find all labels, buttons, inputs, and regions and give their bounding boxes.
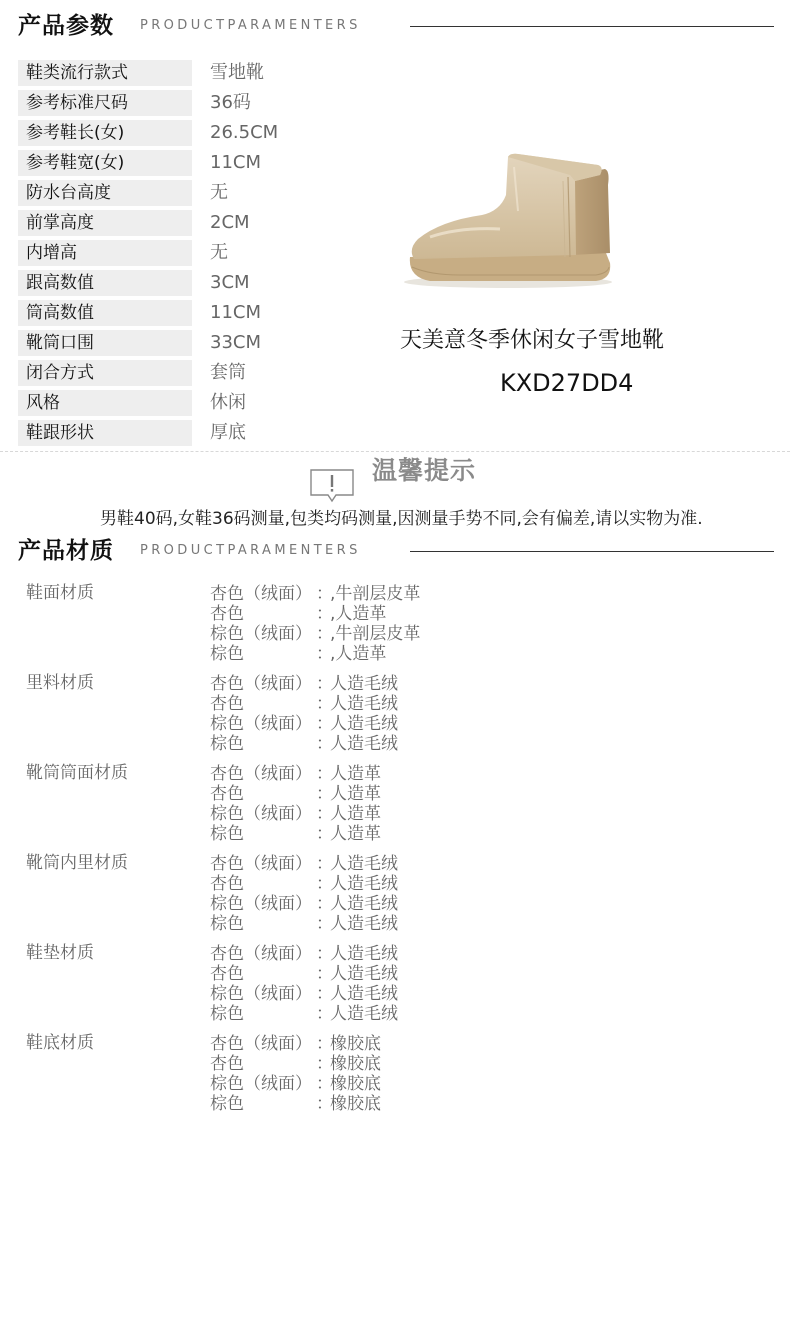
- material-line: [210, 584, 420, 604]
- param-label: 闭合方式: [18, 360, 192, 386]
- material-line: [210, 734, 398, 754]
- material-group: [26, 762, 726, 852]
- params-row: [18, 60, 398, 90]
- param-label: 参考鞋宽(女): [18, 150, 192, 176]
- material-colon: ：: [316, 604, 333, 624]
- material-group: [26, 852, 726, 942]
- material-color: 棕色: [210, 644, 244, 664]
- material-color: 杏色: [210, 964, 244, 984]
- material-colon: ：: [316, 964, 333, 984]
- material-value: 橡胶底: [330, 1074, 381, 1094]
- params-row: [18, 330, 398, 360]
- material-line: [210, 714, 398, 734]
- material-colon: ：: [316, 1094, 333, 1114]
- material-line: [210, 764, 381, 784]
- material-value: 人造毛绒: [330, 674, 398, 694]
- material-color: 杏色: [210, 1054, 244, 1074]
- material-line: [210, 1054, 381, 1074]
- param-label: 风格: [18, 390, 192, 416]
- section-divider: [410, 551, 774, 552]
- material-value: 人造毛绒: [330, 894, 398, 914]
- material-color: 杏色（绒面）: [210, 764, 312, 784]
- material-value: ,人造革: [330, 644, 387, 664]
- section-header-params: [18, 9, 774, 43]
- material-label: 里料材质: [26, 673, 94, 693]
- material-group: [26, 672, 726, 762]
- product-code: KXD27DD4: [500, 369, 634, 397]
- material-colon: ：: [316, 1054, 333, 1074]
- params-row: [18, 120, 398, 150]
- material-line: [210, 944, 398, 964]
- material-value: 人造毛绒: [330, 944, 398, 964]
- material-label: 靴筒内里材质: [26, 853, 128, 873]
- material-value: 人造毛绒: [330, 714, 398, 734]
- material-line: [210, 1034, 381, 1054]
- params-row: [18, 180, 398, 210]
- param-value: 厚底: [210, 422, 246, 443]
- material-value: ,牛剖层皮革: [330, 584, 421, 604]
- param-value: 2CM: [210, 212, 250, 233]
- param-value: 3CM: [210, 272, 250, 293]
- material-line: [210, 854, 398, 874]
- params-row: [18, 360, 398, 390]
- material-color: 棕色（绒面）: [210, 714, 312, 734]
- material-color: 棕色: [210, 824, 244, 844]
- param-value: 36码: [210, 92, 251, 113]
- material-colon: ：: [316, 584, 333, 604]
- params-row: [18, 270, 398, 300]
- param-value: 26.5CM: [210, 122, 279, 143]
- material-value: 橡胶底: [330, 1054, 381, 1074]
- material-color: 杏色（绒面）: [210, 1034, 312, 1054]
- material-line: [210, 644, 386, 664]
- material-value: 人造毛绒: [330, 694, 398, 714]
- section-divider: [410, 26, 774, 27]
- material-line: [210, 914, 398, 934]
- params-table: [18, 60, 398, 450]
- param-label: 靴筒口围: [18, 330, 192, 356]
- material-color: 杏色（绒面）: [210, 854, 312, 874]
- param-value: 无: [210, 242, 228, 263]
- section-subtitle: PRODUCTPARAMENTERS: [140, 543, 361, 558]
- material-value: 人造毛绒: [330, 854, 398, 874]
- material-value: 人造革: [330, 824, 381, 844]
- param-label: 内增高: [18, 240, 192, 266]
- material-colon: ：: [316, 1074, 333, 1094]
- material-colon: ：: [316, 644, 333, 664]
- material-value: 人造革: [330, 804, 381, 824]
- material-value: 人造革: [330, 764, 381, 784]
- material-value: 人造毛绒: [330, 734, 398, 754]
- material-colon: ：: [316, 984, 333, 1004]
- material-line: [210, 874, 398, 894]
- material-color: 棕色（绒面）: [210, 804, 312, 824]
- material-color: 杏色: [210, 874, 244, 894]
- param-label: 筒高数值: [18, 300, 192, 326]
- material-colon: ：: [316, 854, 333, 874]
- material-value: 人造毛绒: [330, 914, 398, 934]
- param-value: 雪地靴: [210, 62, 264, 83]
- material-line: [210, 1094, 381, 1114]
- material-line: [210, 784, 381, 804]
- material-color: 杏色（绒面）: [210, 674, 312, 694]
- materials-list: [26, 582, 726, 1122]
- material-colon: ：: [316, 734, 333, 754]
- material-color: 棕色（绒面）: [210, 624, 312, 644]
- material-colon: ：: [316, 674, 333, 694]
- params-row: [18, 90, 398, 120]
- material-value: 人造毛绒: [330, 984, 398, 1004]
- section-subtitle: PRODUCTPARAMENTERS: [140, 18, 361, 33]
- material-colon: ：: [316, 914, 333, 934]
- params-row: [18, 300, 398, 330]
- param-value: 套筒: [210, 362, 246, 383]
- material-line: [210, 604, 386, 624]
- material-line: [210, 804, 381, 824]
- param-label: 前掌高度: [18, 210, 192, 236]
- product-name: 天美意冬季休闲女子雪地靴: [400, 328, 665, 353]
- notice-title: 温馨提示: [372, 456, 477, 485]
- material-color: 棕色: [210, 734, 244, 754]
- material-color: 杏色（绒面）: [210, 584, 312, 604]
- material-label: 鞋垫材质: [26, 943, 94, 963]
- material-line: [210, 894, 398, 914]
- material-colon: ：: [316, 874, 333, 894]
- material-line: [210, 824, 381, 844]
- material-colon: ：: [316, 804, 333, 824]
- material-color: 杏色: [210, 694, 244, 714]
- material-value: 人造毛绒: [330, 1004, 398, 1024]
- param-label: 鞋类流行款式: [18, 60, 192, 86]
- section-title: 产品参数: [18, 13, 114, 39]
- material-line: [210, 624, 420, 644]
- material-colon: ：: [316, 894, 333, 914]
- param-label: 参考标准尺码: [18, 90, 192, 116]
- material-line: [210, 1004, 398, 1024]
- material-color: 棕色: [210, 1004, 244, 1024]
- material-value: 人造革: [330, 784, 381, 804]
- material-colon: ：: [316, 784, 333, 804]
- material-line: [210, 674, 398, 694]
- param-value: 33CM: [210, 332, 262, 353]
- material-line: [210, 984, 398, 1004]
- param-value: 无: [210, 182, 228, 203]
- material-color: 棕色: [210, 914, 244, 934]
- material-label: 靴筒筒面材质: [26, 763, 128, 783]
- material-color: 杏色（绒面）: [210, 944, 312, 964]
- snow-boot-image: [400, 145, 620, 295]
- material-color: 棕色（绒面）: [210, 984, 312, 1004]
- material-group: [26, 582, 726, 672]
- material-colon: ：: [316, 944, 333, 964]
- material-value: 橡胶底: [330, 1094, 381, 1114]
- material-colon: ：: [316, 1004, 333, 1024]
- material-line: [210, 694, 398, 714]
- section-header-materials: [18, 534, 774, 568]
- material-color: 棕色（绒面）: [210, 1074, 312, 1094]
- param-value: 11CM: [210, 152, 262, 173]
- params-row: [18, 420, 398, 450]
- material-value: 人造毛绒: [330, 874, 398, 894]
- param-label: 防水台高度: [18, 180, 192, 206]
- section-title: 产品材质: [18, 538, 114, 564]
- material-colon: ：: [316, 764, 333, 784]
- material-value: ,牛剖层皮革: [330, 624, 421, 644]
- dashed-divider: [0, 451, 790, 452]
- material-label: 鞋底材质: [26, 1033, 94, 1053]
- material-line: [210, 964, 398, 984]
- material-colon: ：: [316, 714, 333, 734]
- material-colon: ：: [316, 824, 333, 844]
- params-row: [18, 150, 398, 180]
- param-value: 11CM: [210, 302, 262, 323]
- params-row: [18, 210, 398, 240]
- material-value: 橡胶底: [330, 1034, 381, 1054]
- material-label: 鞋面材质: [26, 583, 94, 603]
- notice-icon: [310, 469, 354, 503]
- material-value: 人造毛绒: [330, 964, 398, 984]
- material-color: 棕色（绒面）: [210, 894, 312, 914]
- material-color: 杏色: [210, 784, 244, 804]
- material-value: ,人造革: [330, 604, 387, 624]
- material-group: [26, 1032, 726, 1122]
- param-label: 参考鞋长(女): [18, 120, 192, 146]
- material-color: 杏色: [210, 604, 244, 624]
- param-label: 跟高数值: [18, 270, 192, 296]
- params-row: [18, 240, 398, 270]
- material-line: [210, 1074, 381, 1094]
- material-group: [26, 942, 726, 1032]
- material-colon: ：: [316, 624, 333, 644]
- param-label: 鞋跟形状: [18, 420, 192, 446]
- param-value: 休闲: [210, 392, 246, 413]
- material-colon: ：: [316, 694, 333, 714]
- material-color: 棕色: [210, 1094, 244, 1114]
- notice-text: 男鞋40码,女鞋36码测量,包类均码测量,因测量手势不同,会有偏差,请以实物为准.: [100, 509, 703, 529]
- params-row: [18, 390, 398, 420]
- material-colon: ：: [316, 1034, 333, 1054]
